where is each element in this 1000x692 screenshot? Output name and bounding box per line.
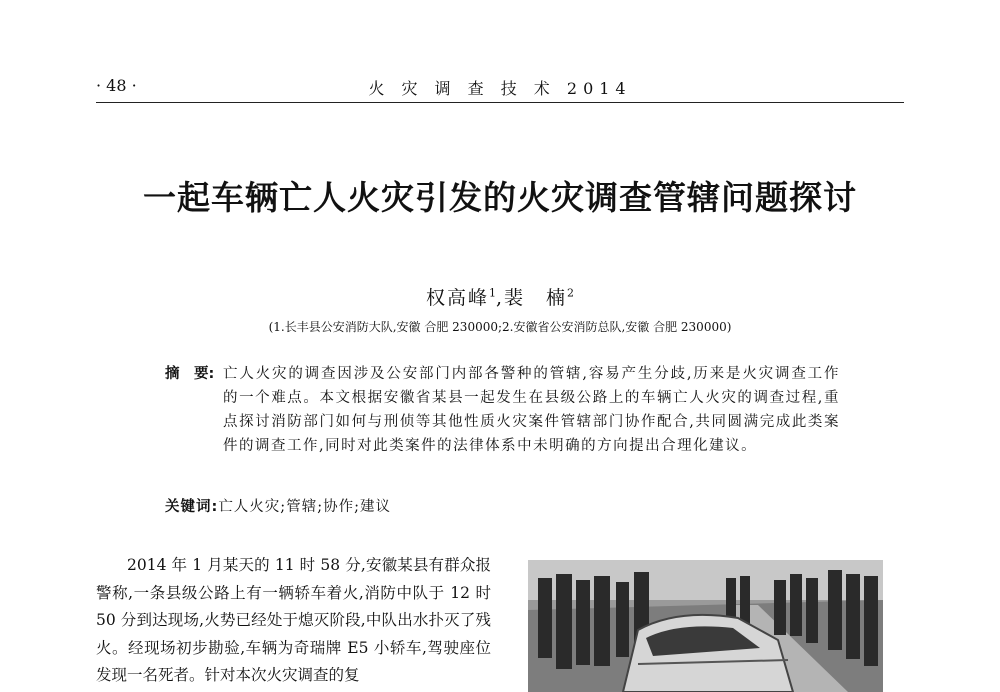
author-1: 权高峰 <box>425 287 489 309</box>
keywords-label: 关键词: <box>165 499 219 515</box>
affiliation: (1.长丰县公安消防大队,安徽 合肥 230000;2.安徽省公安消防总队,安徽 合肥 230000) <box>268 320 732 334</box>
journal-title: 火 灾 调 查 技 术 2014 <box>368 79 632 98</box>
keywords <box>165 495 391 516</box>
abstract-label: 摘 要: <box>165 366 215 382</box>
authors <box>0 283 1000 310</box>
abstract <box>165 362 840 458</box>
keywords-text: 亡人火灾;管辖;协作;建议 <box>218 499 391 515</box>
burned-car-photo-icon <box>528 560 883 692</box>
author-1-affil-mark: 1 <box>488 286 496 300</box>
photo-illustration <box>528 560 883 692</box>
page-number: · 48 · <box>96 76 137 95</box>
article-title: 一起车辆亡人火灾引发的火灾调查管辖问题探讨 <box>143 178 857 217</box>
author-2-affil-mark: 2 <box>567 286 575 300</box>
author-2: ,裴 楠 <box>495 287 568 309</box>
body-column <box>96 552 491 690</box>
abstract-text: 亡人火灾的调查因涉及公安部门内部各警种的管辖,容易产生分歧,历来是火灾调查工作的一个难点。本文根据安徽省某县一起发生在县级公路上的车辆亡人火灾的调查过程,重点探讨消防部门如何与刑侦等其他性质火灾案件管辖部门协作配合,共同圆满完成此类案件的调查工作,同时对此类案件的法律体系中未明确的方向提出合理化建议。 <box>223 366 840 454</box>
page-header <box>96 72 904 103</box>
body-paragraph: 2014 年 1 月某天的 11 时 58 分,安徽某县有群众报警称,一条县级公路上有一辆轿车着火,消防中队于 12 时 50 分到达现场,火势已经处于熄灭阶段,中队出水扑灭了残火。经现场初步勘验,车辆为奇瑞牌 E5 小轿车,驾驶座位发现一名死者。针对本次火灾调查的复 <box>96 556 491 684</box>
